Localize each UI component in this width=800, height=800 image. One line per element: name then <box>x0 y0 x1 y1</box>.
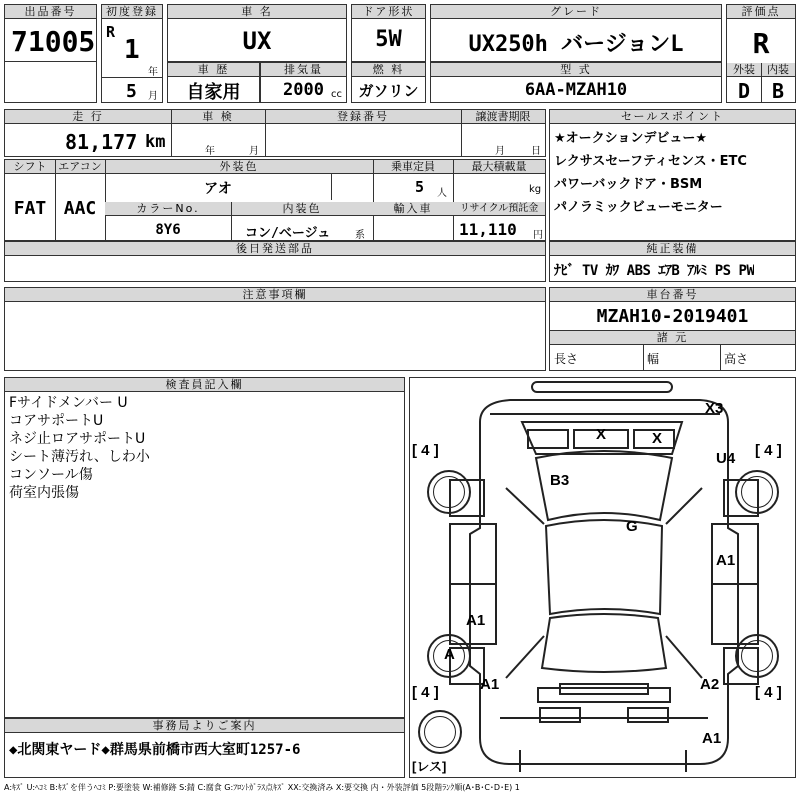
disp-label: 排気量 <box>261 63 346 77</box>
tire-rear-left-depth: [ 4 ] <box>412 684 439 701</box>
score-box <box>726 4 796 103</box>
sales-line-2: レクサスセーフティセンス・ETC <box>554 154 747 169</box>
history-box <box>167 62 260 103</box>
equip-alloy: ｱﾙﾐ <box>687 263 707 279</box>
damage-a1-right: A1 <box>716 552 736 569</box>
inspector-label: 検査員記入欄 <box>5 378 404 392</box>
type-box <box>430 62 722 103</box>
model-label: 車 名 <box>168 5 346 19</box>
color-no: 8Y6 <box>155 222 181 238</box>
equip-tv: TV <box>581 263 598 279</box>
transfer-label: 譲渡書期限 <box>461 110 545 124</box>
mileage: 81,177 <box>65 130 138 154</box>
recycle-label: リサイクル預託金 <box>453 202 545 216</box>
divider <box>373 160 374 240</box>
tire-front-right-depth: [ 4 ] <box>755 442 782 459</box>
inspector-line-1: Fサイドメンバー U <box>9 395 128 411</box>
inspector-box <box>4 377 405 718</box>
shift-label: シフト <box>5 160 55 174</box>
damage-a1-left: A1 <box>466 612 486 629</box>
shift: FAT <box>13 198 47 219</box>
spec-label: 諸 元 <box>550 330 795 345</box>
displacement: 2000 <box>283 80 324 100</box>
inspector-line-2: コアサポートU <box>9 413 104 429</box>
ac-label: エアコン <box>55 160 105 174</box>
length-label: 長さ <box>554 352 579 366</box>
ext-label: 外装 <box>727 63 761 77</box>
equip-leather: ｶﾜ <box>605 263 619 279</box>
damage-x-hood-center: X <box>596 426 607 443</box>
aircon: AAC <box>63 198 97 219</box>
color-no-label: カラーNo. <box>105 202 231 216</box>
spare-tire-icon <box>418 710 462 754</box>
fuel-box <box>351 62 426 103</box>
mileage-box <box>4 109 546 157</box>
capacity-label: 乗車定員 <box>373 160 453 174</box>
damage-a1-bottom: A1 <box>702 730 722 747</box>
model-name: UX <box>242 27 272 55</box>
score-label: 評価点 <box>727 5 795 19</box>
inspection-label: 車 検 <box>171 110 265 124</box>
reg-month: 5 <box>126 81 137 102</box>
model-type: 6AA-MZAH10 <box>524 80 628 100</box>
office-box <box>4 718 405 778</box>
equip-pw: PW <box>738 263 755 279</box>
grade: UX250h バージョンL <box>468 32 684 57</box>
office-label: 事務局よりご案内 <box>5 719 404 733</box>
later-parts-label: 後日発送部品 <box>5 242 545 256</box>
door-type: 5W <box>375 27 402 52</box>
chassis-label: 車台番号 <box>550 288 795 302</box>
door-box <box>351 4 426 62</box>
tire-front-left-depth: [ 4 ] <box>412 442 439 459</box>
mileage-label: 走 行 <box>5 110 171 124</box>
disp-unit: cc <box>331 89 342 100</box>
damage-a-tire: A <box>444 646 455 663</box>
spare-tire-note: [レス] <box>412 759 447 774</box>
spec-box <box>4 159 546 241</box>
notes-label: 注意事項欄 <box>5 288 545 302</box>
int-color: コン/ベージュ <box>245 226 331 241</box>
int-color-label: 内装色 <box>231 202 373 216</box>
int-score: B <box>771 79 785 103</box>
lot-box <box>4 4 97 103</box>
tire-rear-right-depth: [ 4 ] <box>755 684 782 701</box>
damage-g: G <box>626 518 638 535</box>
sales-line-3: パワーバックドア・BSM <box>554 177 703 192</box>
recycle-unit: 円 <box>533 230 543 241</box>
office-text: ◆北関東ヤード◆群馬県前橋市西大室町1257-6 <box>9 742 301 758</box>
insp-month-unit: 月 <box>249 146 259 157</box>
reg-label: 登録番号 <box>265 110 461 124</box>
inspector-line-6: 荷室内張傷 <box>9 485 79 501</box>
history: 自家用 <box>186 82 241 103</box>
width-label: 幅 <box>647 352 660 366</box>
damage-a1-rear-left: A1 <box>480 676 500 693</box>
door-label: ドア形状 <box>352 5 425 19</box>
lot-label: 出品番号 <box>5 5 96 19</box>
score: R <box>752 27 770 60</box>
damage-x-hood-right: X <box>652 430 663 447</box>
first-reg-label: 初度登録 <box>102 5 162 19</box>
color-label: 外装色 <box>105 160 373 174</box>
sales-line-4: パノラミックビューモニター <box>554 200 723 215</box>
insp-year-unit: 年 <box>205 146 215 157</box>
equip-nav: ﾅﾋﾞ <box>554 263 574 279</box>
sales-label: セールスポイント <box>550 110 795 124</box>
era: R <box>106 23 116 41</box>
tire-front-left-icon <box>427 470 471 514</box>
equip-abs: ABS <box>626 263 651 279</box>
height-label: 高さ <box>724 352 749 366</box>
capacity-unit: 人 <box>437 188 447 199</box>
equip-airbag: ｴｱB <box>658 263 680 279</box>
transfer-month-unit: 月 <box>495 146 505 157</box>
notes-box <box>4 287 546 371</box>
fuel: ガソリン <box>358 82 419 100</box>
chassis-number: MZAH10-2019401 <box>596 306 749 327</box>
inspector-line-5: コンソール傷 <box>9 467 93 483</box>
damage-a2-rear-right: A2 <box>700 676 720 693</box>
equipment-label: 純正装備 <box>550 242 795 256</box>
capacity: 5 <box>415 178 425 196</box>
ext-score: D <box>737 79 751 103</box>
mileage-unit: km <box>145 132 166 152</box>
damage-b3: B3 <box>550 472 570 489</box>
chassis-box <box>549 287 796 371</box>
year-unit: 年 <box>148 67 158 78</box>
transfer-day-unit: 日 <box>531 146 541 157</box>
first-reg-box <box>101 4 163 103</box>
disp-box <box>260 62 347 103</box>
legend: A:ｷｽﾞ U:ﾍｺﾐ B:ｷｽﾞを伴うﾍｺﾐ P:要塗装 W:補修跡 S:錆 C:腐食 G:ﾌﾛﾝﾄｶﾞﾗｽ点ｷｽﾞ XX:交換済み X:要交換 内・外装評価 5段階ﾗﾝｸ順(A･B･C･D･E) 1 <box>4 783 520 792</box>
inspector-line-3: ネジ止ロアサポートU <box>9 431 146 447</box>
type-label: 型 式 <box>431 63 721 77</box>
month-unit: 月 <box>148 91 158 102</box>
car-diagram <box>409 377 796 778</box>
tire-front-right-icon <box>735 470 779 514</box>
int-label: 内装 <box>761 63 795 77</box>
damage-u4: U4 <box>716 450 736 467</box>
import-label: 輸入車 <box>373 202 453 216</box>
load-label: 最大積載量 <box>453 160 545 174</box>
equipment-box <box>549 241 796 282</box>
int-color-unit: 系 <box>355 230 365 241</box>
recycle: 11,110 <box>459 220 517 239</box>
grade-label: グレード <box>431 5 721 19</box>
equipment-list <box>554 260 754 280</box>
fuel-label: 燃 料 <box>352 63 425 77</box>
lot-number: 71005 <box>11 25 96 58</box>
equip-ps: PS <box>714 263 731 279</box>
color: アオ <box>204 181 232 197</box>
sales-box <box>549 109 796 241</box>
damage-x3: X3 <box>705 400 724 417</box>
reg-year: 1 <box>124 35 140 65</box>
history-label: 車 歴 <box>168 63 259 77</box>
sales-line-1: ★オークションデビュー★ <box>554 131 708 146</box>
grade-box <box>430 4 722 62</box>
tire-rear-right-icon <box>735 634 779 678</box>
later-parts-box <box>4 241 546 282</box>
inspector-line-4: シート薄汚れ、しわ小 <box>9 449 150 465</box>
load-unit: kg <box>529 184 542 195</box>
model-box <box>167 4 347 62</box>
